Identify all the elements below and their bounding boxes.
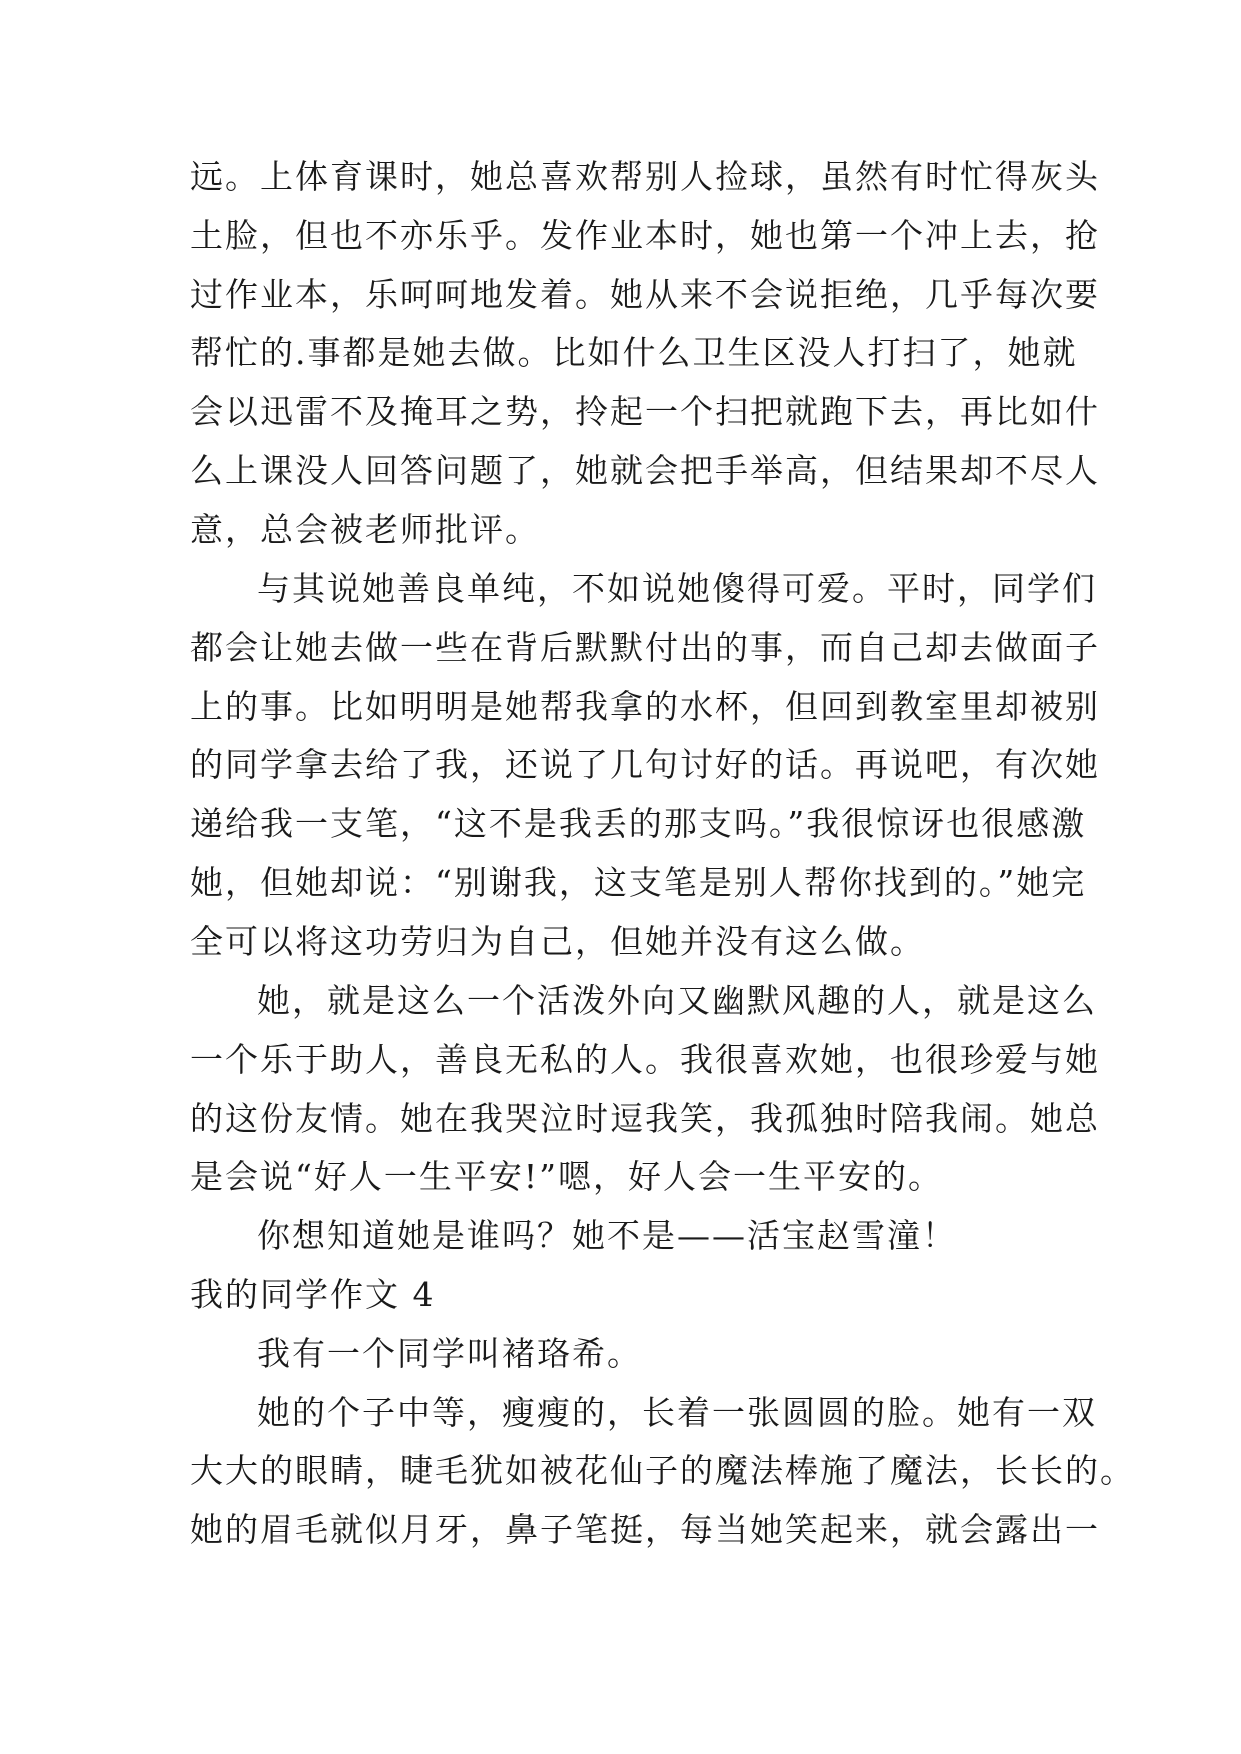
text-line: 会以迅雷不及掩耳之势，拎起一个扫把就跑下去，再比如什: [190, 392, 1100, 431]
text-line: 远。上体育课时，她总喜欢帮别人捡球，虽然有时忙得灰头: [190, 157, 1100, 196]
text-line: 是会说“好人一生平安!”嗯，好人会一生平安的。: [190, 1157, 944, 1196]
text-line: 意，总会被老师批评。: [190, 510, 540, 549]
paragraph-start-line: 你想知道她是谁吗？她不是——活宝赵雪潼！: [257, 1216, 957, 1255]
text-line: 的同学拿去给了我，还说了几句讨好的话。再说吧，有次她: [190, 745, 1100, 784]
text-line: 她，但她却说：“别谢我，这支笔是别人帮你找到的。”她完: [190, 863, 1087, 902]
paragraph-start-line: 她的个子中等，瘦瘦的，长着一张圆圆的脸。她有一双: [257, 1393, 1097, 1432]
paragraph-start-line: 与其说她善良单纯，不如说她傻得可爱。平时，同学们: [257, 569, 1097, 608]
text-line: 大大的眼睛，睫毛犹如被花仙子的魔法棒施了魔法，长长的。: [190, 1451, 1135, 1490]
text-line: 帮忙的.事都是她去做。比如什么卫生区没人打扫了，她就: [190, 333, 1078, 372]
paragraph-start-line: 我有一个同学叫褚珞希。: [257, 1334, 642, 1373]
text-line: 递给我一支笔，“这不是我丢的那支吗。”我很惊讶也很感激: [190, 804, 1087, 843]
text-line: 一个乐于助人，善良无私的人。我很喜欢她，也很珍爱与她: [190, 1040, 1100, 1079]
text-line: 么上课没人回答问题了，她就会把手举高，但结果却不尽人: [190, 451, 1100, 490]
text-line: 过作业本，乐呵呵地发着。她从来不会说拒绝，几乎每次要: [190, 275, 1100, 314]
text-line: 上的事。比如明明是她帮我拿的水杯，但回到教室里却被别: [190, 687, 1100, 726]
section-heading: 我的同学作文 4: [190, 1275, 436, 1314]
paragraph-start-line: 她，就是这么一个活泼外向又幽默风趣的人，就是这么: [257, 981, 1097, 1020]
text-line: 全可以将这功劳归为自己，但她并没有这么做。: [190, 922, 925, 961]
text-line: 的这份友情。她在我哭泣时逗我笑，我孤独时陪我闹。她总: [190, 1099, 1100, 1138]
text-line: 她的眉毛就似月牙，鼻子笔挺，每当她笑起来，就会露出一: [190, 1510, 1100, 1549]
text-line: 都会让她去做一些在背后默默付出的事，而自己却去做面子: [190, 628, 1100, 667]
text-line: 土脸，但也不亦乐乎。发作业本时，她也第一个冲上去，抢: [190, 216, 1100, 255]
